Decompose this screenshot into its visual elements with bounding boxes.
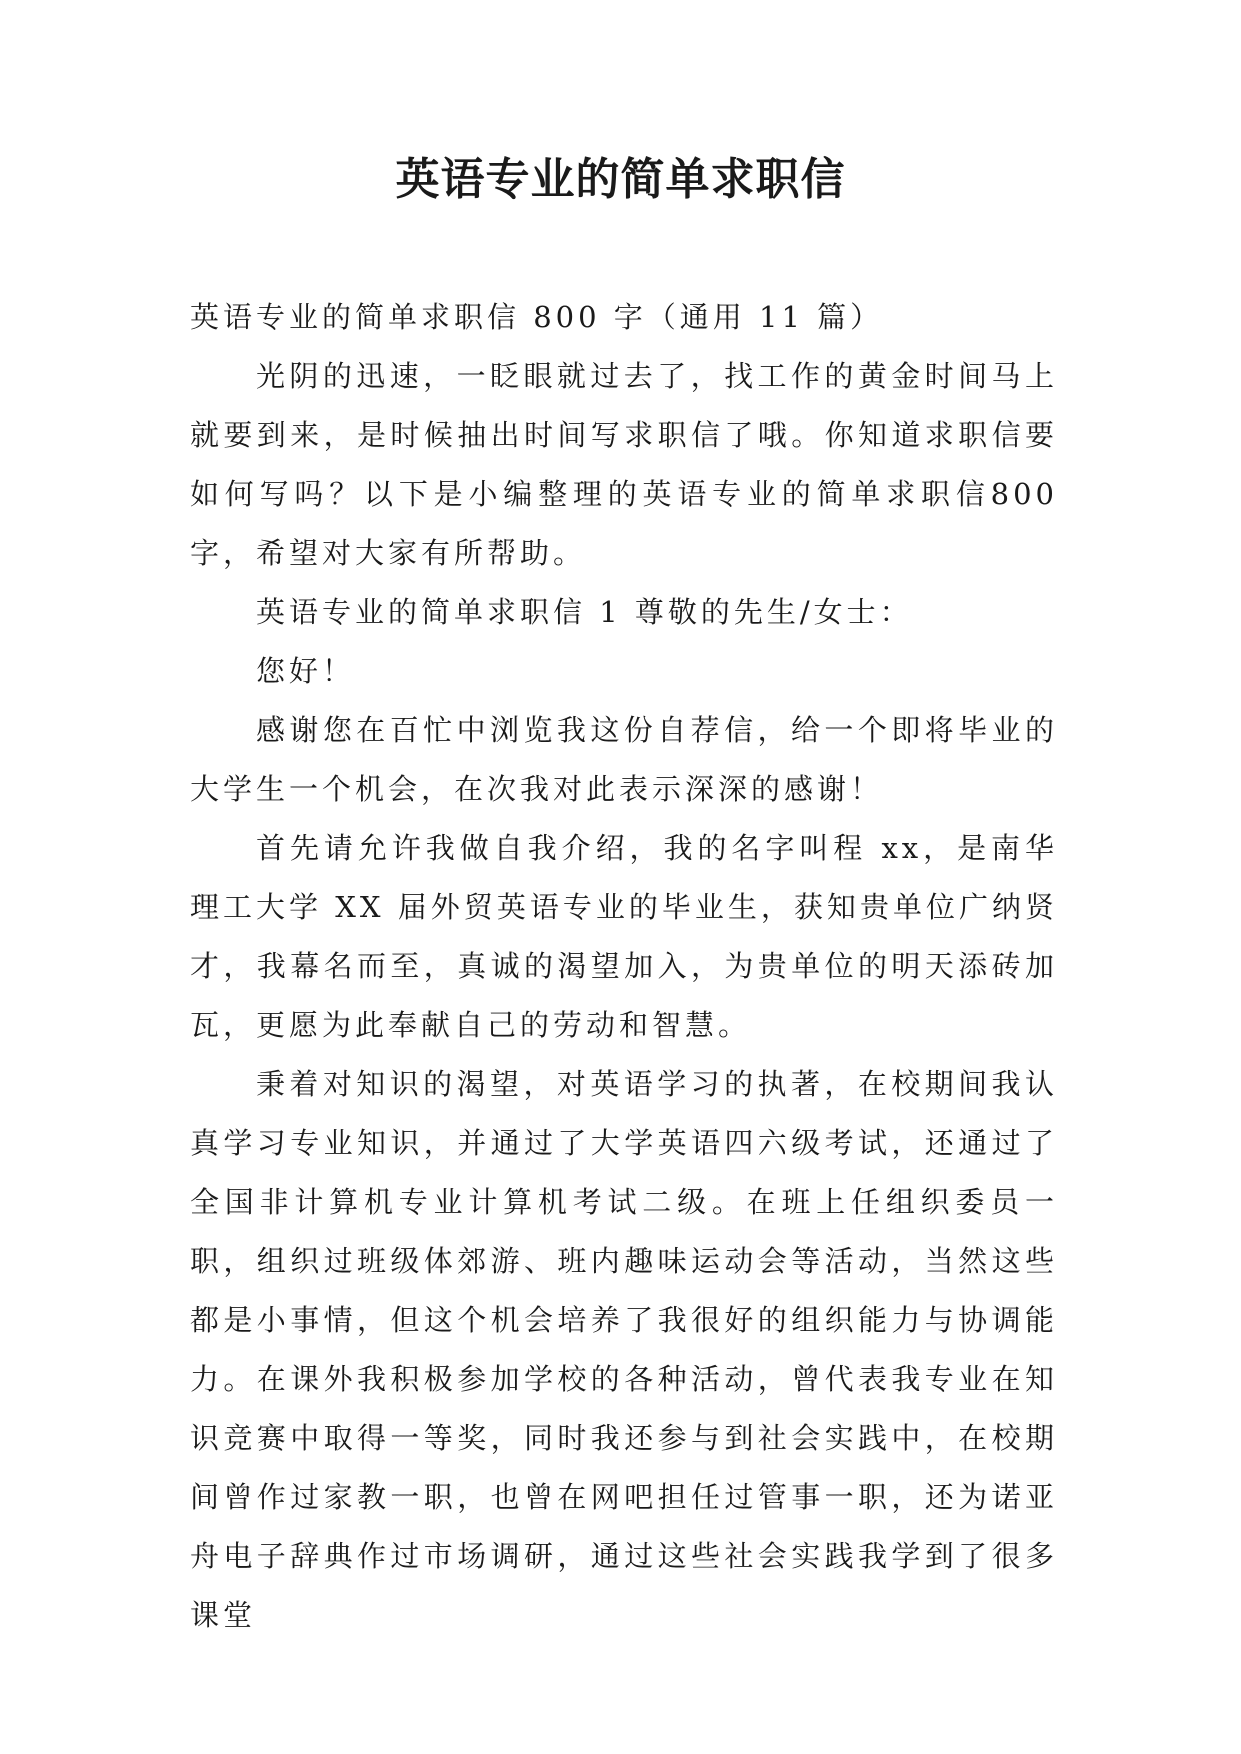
paragraph-experience: 秉着对知识的渴望，对英语学习的执著，在校期间我认真学习专业知识，并通过了大学英语四六级考试，还通过了全国非计算机专业计算机考试二级。在班上任组织委员一职，组织过班级体郊游、班内趣味运动会等活动，当然这些都是小事情，但这个机会培养了我很好的组织能力与协调能力。在课外我积极参加学校的各种活动，曾代表我专业在知识竞赛中取得一等奖，同时我还参与到社会实践中，在校期间曾作过家教一职，也曾在网吧担任过管事一职，还为诺亚舟电子辞典作过市场调研，通过这些社会实践我学到了很多课堂 <box>190 1067 1058 1632</box>
paragraph-thanks: 感谢您在百忙中浏览我这份自荐信，给一个即将毕业的大学生一个机会，在次我对此表示深深的感谢！ <box>190 713 1058 806</box>
paragraph-greeting: 您好！ <box>256 654 356 688</box>
paragraph-salutation: 英语专业的简单求职信 1 尊敬的先生/女士： <box>256 595 913 629</box>
document-body <box>190 288 1058 1645</box>
paragraph-intro: 光阴的迅速，一眨眼就过去了，找工作的黄金时间马上就要到来，是时候抽出时间写求职信了哦。你知道求职信要如何写吗？以下是小编整理的英语专业的简单求职信800字，希望对大家有所帮助。 <box>190 359 1058 570</box>
document-title: 英语专业的简单求职信 <box>395 154 846 205</box>
document-subtitle: 英语专业的简单求职信 800 字（通用 11 篇） <box>190 300 884 334</box>
paragraph-self-intro: 首先请允许我做自我介绍，我的名字叫程 xx，是南华理工大学 XX 届外贸英语专业的毕业生，获知贵单位广纳贤才，我幕名而至，真诚的渴望加入，为贵单位的明天添砖加瓦，更愿为此奉献自己的劳动和智慧。 <box>190 831 1058 1042</box>
